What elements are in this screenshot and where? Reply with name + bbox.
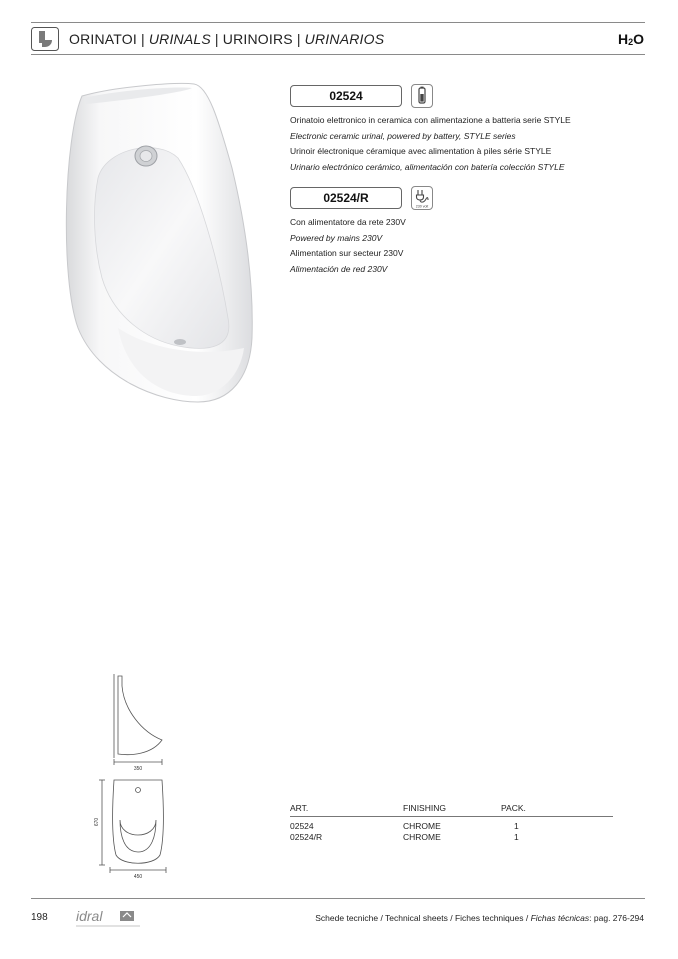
volt-label: 230 volt — [415, 204, 429, 209]
header-bottom-rule — [31, 54, 645, 55]
urinal-product-photo — [58, 78, 268, 408]
product-code: 02524 — [329, 89, 363, 103]
header-pack: PACK. — [501, 803, 526, 813]
side-width-dimension: 350 — [133, 766, 143, 772]
table-row — [290, 821, 613, 832]
header-art: ART. — [290, 803, 309, 813]
cell-art: 02524/R — [290, 832, 323, 842]
description-en: Powered by mains 230V — [290, 232, 383, 243]
cell-finishing: CHROME — [403, 832, 441, 842]
idral-logo — [74, 906, 146, 930]
battery-icon — [411, 84, 433, 108]
cell-pack: 1 — [514, 832, 519, 842]
cell-finishing: CHROME — [403, 821, 441, 831]
page-number: 198 — [31, 912, 48, 923]
brand-o: O — [633, 31, 644, 47]
description-es: Alimentación de red 230V — [290, 263, 388, 274]
product-code: 02524/R — [323, 191, 369, 205]
description-it: Con alimentatore da rete 230V — [290, 217, 406, 227]
header-title — [69, 31, 384, 47]
front-view-drawing — [99, 780, 166, 873]
logo-text: idral — [76, 908, 103, 924]
product-code-box — [290, 85, 402, 107]
table-header-rule — [290, 816, 613, 817]
front-height-dimension: 670 — [94, 817, 100, 827]
description-es: Urinario electrónico cerámico, alimentación con batería colección STYLE — [290, 161, 565, 172]
description-fr: Urinoir électronique céramique avec alimentation à piles série STYLE — [290, 146, 552, 156]
technical-drawing — [92, 670, 182, 880]
description-it: Orinatoio elettronico in ceramica con alimentazione a batteria serie STYLE — [290, 115, 571, 125]
title-italian: ORINATOI — [69, 31, 137, 47]
product-description — [290, 215, 406, 277]
side-view-drawing — [114, 674, 162, 765]
product-code-box — [290, 187, 402, 209]
brand-sub: 2 — [628, 37, 634, 47]
h2o-brand-mark — [618, 31, 644, 47]
footer-text-italic: Fichas técnicas — [530, 913, 590, 923]
cell-pack: 1 — [514, 821, 519, 831]
table-header — [290, 803, 613, 815]
header-top-rule — [31, 22, 645, 23]
title-english: URINALS — [148, 31, 211, 47]
title-separator: | — [296, 31, 301, 47]
urinal-category-icon — [31, 27, 59, 51]
title-french: URINOIRS — [222, 31, 293, 47]
table-row — [290, 832, 613, 843]
title-separator: | — [140, 31, 145, 47]
description-en: Electronic ceramic urinal, powered by battery, STYLE series — [290, 130, 516, 141]
article-table — [290, 803, 613, 843]
footer-reference — [315, 913, 644, 923]
footer-text-normal: Schede tecniche / Technical sheets / Fiches techniques / — [315, 913, 531, 923]
footer-rule — [31, 898, 645, 899]
front-width-dimension: 450 — [133, 874, 143, 880]
description-fr: Alimentation sur secteur 230V — [290, 248, 404, 258]
product-description — [290, 113, 571, 175]
title-spanish: URINARIOS — [304, 31, 385, 47]
cell-art: 02524 — [290, 821, 314, 831]
mains-plug-icon — [411, 186, 433, 210]
header-finishing: FINISHING — [403, 803, 446, 813]
brand-h: H — [617, 31, 629, 47]
title-separator: | — [214, 31, 219, 47]
footer-text-end: : pag. 276-294 — [589, 913, 644, 923]
